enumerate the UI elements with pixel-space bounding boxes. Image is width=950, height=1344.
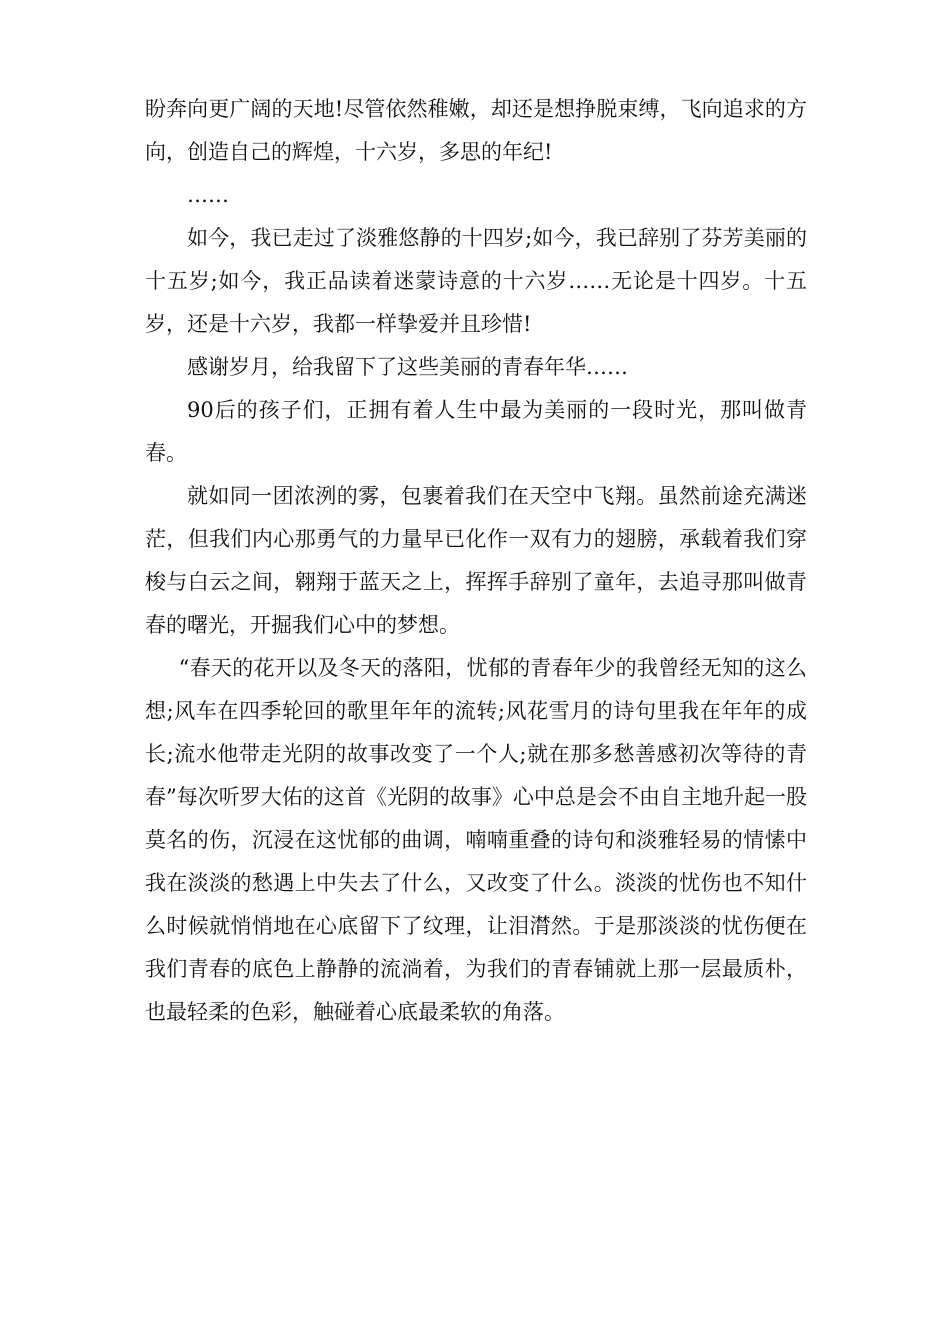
paragraph: “春天的花开以及冬天的落阳，忧郁的青春年少的我曾经无知的这么想;风车在四季轮回的歌里年年的流转;风花雪月的诗句里我在年年的成长;流水他带走光阴的故事改变了一个人;就在那多愁善感初次等待的青春”每次听罗大佑的这首《光阴的故事》心中总是会不由自主地升起一股莫名的伤，沉浸在这忧郁的曲调，喃喃重叠的诗句和淡雅轻易的情愫中我在淡淡的愁遇上中失去了什么，又改变了什么。淡淡的忧伤也不知什么时候就悄悄地在心底留下了纹理，让泪潸然。于是那淡淡的忧伤便在我们青春的底色上静静的流淌着，为我们的青春铺就上那一层最质朴，也最轻柔的色彩，触碰着心底最柔软的角落。 — [145, 656, 807, 1024]
paragraph: 如今，我已走过了淡雅悠静的十四岁;如今，我已辞别了芬芳美丽的十五岁;如今，我正品读着迷蒙诗意的十六岁……无论是十四岁。十五岁，还是十六岁，我都一样挚爱并且珍惜! — [145, 226, 807, 336]
paragraph: 盼奔向更广阔的天地!尽管依然稚嫩，却还是想挣脱束缚，飞向追求的方向，创造自己的辉煌，十六岁，多思的年纪! — [145, 97, 807, 164]
paragraph: 感谢岁月，给我留下了这些美丽的青春年华…… — [187, 355, 628, 379]
paragraph: 就如同一团浓洌的雾，包裹着我们在天空中飞翔。虽然前途充满迷茫，但我们内心那勇气的力量早已化作一双有力的翅膀，承载着我们穿梭与白云之间，翱翔于蓝天之上，挥挥手辞别了童年，去追寻那叫做青春的曙光，开掘我们心中的梦想。 — [145, 484, 807, 637]
paragraph: 90后的孩子们，正拥有着人生中最为美丽的一段时光，那叫做青春。 — [145, 398, 807, 465]
document-page — [145, 88, 807, 1034]
ellipsis-separator: …… — [187, 183, 229, 207]
